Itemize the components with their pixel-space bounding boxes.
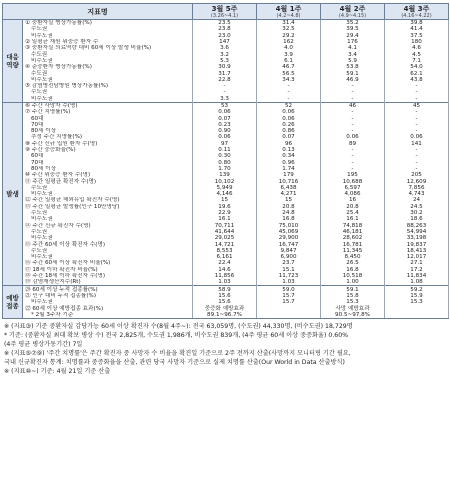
indicator-value: -: [321, 166, 385, 172]
indicator-value: 0.06: [257, 109, 321, 115]
indicator-label: ⑰ 18세 이하 확진자 비율(%): [23, 267, 193, 273]
footnote-line: ※ (지표⑩~) 기준: 4월 21일 기준 산출: [4, 367, 111, 375]
indicator-label: 수도권: [23, 210, 193, 216]
indicator-value: 23.8: [193, 26, 257, 32]
indicator-label: ⑭ 주간 신규 확진자 수(명): [23, 223, 193, 229]
indicator-value: 10,716: [257, 178, 321, 184]
indicator-value: 29.2: [257, 33, 321, 39]
indicator-label: 70대: [23, 160, 193, 166]
table-body: [3, 20, 449, 319]
indicator-value: 15: [193, 197, 257, 203]
indicator-value: 41.4: [385, 26, 449, 32]
indicator-value: 0.34: [257, 153, 321, 159]
indicator-label: 비수도권: [23, 235, 193, 241]
indicator-label: 수도권: [23, 89, 193, 95]
indicator-value: 59.0: [257, 286, 321, 293]
indicator-value: 16: [321, 197, 385, 203]
indicator-value: -: [385, 147, 449, 153]
indicator-value: -: [193, 83, 257, 89]
indicator-value: 162: [257, 39, 321, 45]
indicator-value: 15.1: [257, 267, 321, 273]
indicator-value: 12,017: [385, 254, 449, 260]
table-row: [3, 102, 449, 109]
indicator-value: 33,198: [385, 235, 449, 241]
indicator-value: 31.7: [193, 70, 257, 76]
indicator-value: 45: [385, 102, 449, 109]
period-header: [257, 4, 321, 20]
indicator-value: 0.26: [257, 122, 321, 128]
indicator-value: 8,553: [193, 248, 257, 254]
indicator-value: 180: [385, 39, 449, 45]
section-category: 발생: [3, 102, 23, 286]
indicator-value: 0.07: [193, 115, 257, 121]
indicator-value: -: [321, 128, 385, 134]
period-range: (4.9~4.15): [338, 13, 367, 19]
indicator-value: -: [385, 122, 449, 128]
indicator-value: 75,010: [257, 223, 321, 229]
indicator-value: 39.5: [321, 26, 385, 32]
indicator-value: -: [257, 96, 321, 103]
indicator-label: 비수도권: [23, 58, 193, 64]
indicator-value: -: [321, 115, 385, 121]
indicator-label: ⑧ 주간 신규 입원 환자 수(명): [23, 141, 193, 147]
indicator-value: -: [385, 128, 449, 134]
footnote-line: ※ (지표⑤⑦⑨) '주간 치명률'은 주간 확진자 중 사망자 수 비율을 확진일 기준으로 2주 전까지 산출(사망까지 모니터링 기간 필요,: [4, 349, 351, 357]
indicator-value: 88,263: [385, 223, 449, 229]
indicator-value: 205: [385, 172, 449, 178]
indicator-value: 4.1: [321, 45, 385, 51]
indicator-value: 59.1: [321, 286, 385, 293]
section-category: 대응역량: [3, 20, 23, 103]
indicator-value: -: [321, 89, 385, 95]
indicator-value: 62.1: [385, 70, 449, 76]
indicator-value: 22.4: [193, 260, 257, 266]
period-header: [385, 4, 449, 20]
indicator-value: -: [321, 160, 385, 166]
indicator-value: 0.11: [193, 147, 257, 153]
indicator-value: 4,146: [193, 191, 257, 197]
indicator-value: -: [321, 96, 385, 103]
indicator-value: 15.7: [257, 299, 321, 305]
indicator-value: 0.86: [257, 128, 321, 134]
indicator-value: 사망 예방효과: [321, 305, 385, 311]
indicator-value: 16.8: [321, 267, 385, 273]
indicator-label: 수도권: [23, 248, 193, 254]
indicator-value: 0.90: [193, 128, 257, 134]
indicator-label: ④ 준중환자 병상가동률(%): [23, 64, 193, 70]
indicator-label: ⑬ 주간 일평균 발생률(인구 10만명당): [23, 204, 193, 210]
table-row: [3, 286, 449, 293]
indicator-value: 20.8: [257, 204, 321, 210]
indicator-value: 29,900: [257, 235, 321, 241]
indicator-value: 10,102: [193, 178, 257, 184]
indicator-value: 46: [321, 102, 385, 109]
indicator-label: 비수도권: [23, 254, 193, 260]
indicator-value: 30.9: [193, 64, 257, 70]
indicator-label: 비수도권: [23, 33, 193, 39]
indicator-value: 30.2: [385, 210, 449, 216]
indicator-value: 27.1: [385, 260, 449, 266]
indicator-value: 43.8: [385, 77, 449, 83]
indicator-value: 11,856: [193, 273, 257, 279]
indicator-value: 10,518: [321, 273, 385, 279]
table-row: [3, 96, 449, 103]
indicator-value: -: [321, 109, 385, 115]
period-header: [193, 4, 257, 20]
indicator-value: -: [385, 96, 449, 103]
indicator-value: 1.74: [257, 166, 321, 172]
indicator-value: 6,597: [321, 185, 385, 191]
indicator-value: 10,688: [321, 178, 385, 184]
indicator-value: -: [385, 160, 449, 166]
indicator-value: 15.6: [193, 293, 257, 299]
indicator-value: 19.6: [193, 204, 257, 210]
indicator-value: 74,818: [321, 223, 385, 229]
indicator-value: 89: [321, 141, 385, 147]
indicator-value: 9,847: [257, 248, 321, 254]
indicator-value: -: [385, 89, 449, 95]
table-header-row: [3, 4, 449, 20]
indicator-label: 비수도권: [23, 191, 193, 197]
indicator-header: 지표명: [3, 4, 193, 20]
indicator-value: 20.8: [321, 204, 385, 210]
footnote-line: (4주 평균 병상가동기간) 7일: [4, 340, 83, 348]
indicator-value: 16,781: [321, 241, 385, 247]
period-label: 4월 1주: [275, 5, 302, 13]
indicator-value: 139: [193, 172, 257, 178]
indicator-value: 25.4: [321, 210, 385, 216]
indicator-label: ③ 중환자실 의료역량 대비 60세 이상 발생 비율(%): [23, 45, 193, 51]
indicator-value: 56.5: [257, 70, 321, 76]
indicator-label: ⑱ 주간 18세 이하 확진자 수(명): [23, 273, 193, 279]
indicator-label: 비수도권: [23, 77, 193, 83]
indicator-value: 176: [321, 39, 385, 45]
indicator-value: 11,723: [257, 273, 321, 279]
indicator-value: 4.5: [385, 51, 449, 57]
indicator-value: 15: [257, 197, 321, 203]
indicator-label: ⑲ 감염재생산지수(Rt): [23, 279, 193, 286]
indicator-value: 16,747: [257, 241, 321, 247]
indicator-label: 70대: [23, 122, 193, 128]
indicator-value: 5.3: [193, 58, 257, 64]
indicator-value: 23.5: [193, 20, 257, 27]
indicator-label: 비수도권: [23, 96, 193, 103]
indicator-label: 비수도권: [23, 299, 193, 305]
indicator-value: 15.3: [385, 299, 449, 305]
indicator-value: 22.9: [193, 210, 257, 216]
indicator-value: -: [385, 166, 449, 172]
indicator-value: 70,711: [193, 223, 257, 229]
indicator-value: 54,994: [385, 229, 449, 235]
indicator-value: 4,743: [385, 191, 449, 197]
indicator-value: 19,837: [385, 241, 449, 247]
indicator-label: 비수도권: [23, 216, 193, 222]
indicator-value: 53.8: [321, 64, 385, 70]
indicator-label: ㉑ 인구 대비 누적 접종률(%): [23, 293, 193, 299]
period-label: 4월 2주: [339, 5, 366, 13]
indicator-value: 46.7: [257, 64, 321, 70]
indicator-value: 7,856: [385, 185, 449, 191]
indicator-label: ⑳ 60세 이상 누적 접종률(%): [23, 286, 193, 293]
indicator-value: 24.8: [257, 210, 321, 216]
table-row: [3, 312, 449, 319]
indicator-label: ⑪ 주간 일평균 확진자 수(명): [23, 178, 193, 184]
indicator-label: ⑦ 주간 치명률(%): [23, 109, 193, 115]
indicator-label: ⑫ 주간 일평균 해외유입 확진자 수(명): [23, 197, 193, 203]
indicator-value: 59.2: [385, 286, 449, 293]
indicator-label: 60대: [23, 153, 193, 159]
indicator-value: 3.4: [321, 51, 385, 57]
indicator-value: 5.9: [321, 58, 385, 64]
period-label: 3월 5주: [211, 5, 238, 13]
indicator-value: 3.2: [193, 51, 257, 57]
indicator-value: 0.30: [193, 153, 257, 159]
footnote-line: * 기준: (중환자실 최대 확보 병상 수) 전국 2,825개, 수도권 1,986개, 비수도권 839개, (4주 평균 60세 이상 중증화율) 0.60%: [4, 331, 349, 339]
indicator-value: 89.1~96.7%: [193, 312, 257, 319]
indicator-value: -: [257, 83, 321, 89]
indicator-value: 23.0: [193, 33, 257, 39]
indicator-value: 18.6: [385, 216, 449, 222]
indicator-value: 1.03: [257, 279, 321, 286]
indicator-value: 141: [385, 141, 449, 147]
indicator-value: -: [385, 83, 449, 89]
indicator-value: 24: [385, 197, 449, 203]
indicator-value: 16.1: [193, 216, 257, 222]
period-header: [321, 4, 385, 20]
indicator-label: ⑮ 주간 60세 이상 확진자 수(명): [23, 241, 193, 247]
weekly-indicator-table: [2, 3, 449, 319]
indicator-value: 31.4: [257, 20, 321, 27]
indicator-value: 195: [321, 172, 385, 178]
period-range: (3.26~4.1): [210, 13, 239, 19]
indicator-value: 17.2: [385, 267, 449, 273]
indicator-value: 18,413: [385, 248, 449, 254]
indicator-value: 15.7: [257, 293, 321, 299]
indicator-value: 26.5: [321, 260, 385, 266]
indicator-value: -: [385, 153, 449, 159]
indicator-value: 16.8: [257, 216, 321, 222]
indicator-value: 41,644: [193, 229, 257, 235]
indicator-value: 중증화 예방효과: [193, 305, 257, 311]
indicator-value: -: [321, 83, 385, 89]
indicator-value: 52: [257, 102, 321, 109]
indicator-value: [257, 312, 321, 319]
indicator-value: 12,609: [385, 178, 449, 184]
section-category: 예방접종: [3, 286, 23, 318]
indicator-value: 46.9: [321, 77, 385, 83]
indicator-value: 1.03: [193, 279, 257, 286]
indicator-value: 15.3: [321, 299, 385, 305]
indicator-value: 4.0: [257, 45, 321, 51]
indicator-value: 6.1: [257, 58, 321, 64]
indicator-value: 0.23: [193, 122, 257, 128]
indicator-label: ① 중환자실 병상가동률(%): [23, 20, 193, 27]
indicator-value: 0.06: [321, 134, 385, 140]
indicator-value: 29.4: [321, 33, 385, 39]
indicator-label: ⑩ 주간 위중증 환자 수(명): [23, 172, 193, 178]
indicator-label: 수도권: [23, 229, 193, 235]
indicator-value: 96: [257, 141, 321, 147]
indicator-value: -: [385, 115, 449, 121]
indicator-label: 수도권: [23, 51, 193, 57]
indicator-value: -: [321, 122, 385, 128]
indicator-value: 54.0: [385, 64, 449, 70]
indicator-label: 수도권: [23, 26, 193, 32]
indicator-value: 53: [193, 102, 257, 109]
indicator-value: 179: [257, 172, 321, 178]
indicator-value: 0.06: [385, 134, 449, 140]
indicator-label: 80세 이상: [23, 128, 193, 134]
indicator-value: 11,834: [385, 273, 449, 279]
indicator-value: 39.8: [385, 20, 449, 27]
indicator-value: -: [385, 109, 449, 115]
indicator-value: 59.1: [321, 70, 385, 76]
table-row: [3, 279, 449, 286]
indicator-value: 4,271: [257, 191, 321, 197]
indicator-label: ② 일평균 재원 위중증 환자 수: [23, 39, 193, 45]
indicator-value: 3.9: [257, 51, 321, 57]
indicator-value: 97: [193, 141, 257, 147]
indicator-label: ㉒ 60세 이상 예방접종 효과(%): [23, 305, 193, 311]
indicator-value: 15.6: [193, 299, 257, 305]
indicator-label: ⑥ 주간 사망자 수(명): [23, 102, 193, 109]
table-row: [3, 20, 449, 27]
indicator-value: 0.06: [193, 109, 257, 115]
indicator-label: ⑨ 주간 중증화율(%): [23, 147, 193, 153]
indicator-value: 28,602: [321, 235, 385, 241]
indicator-value: 23.7: [257, 260, 321, 266]
indicator-label: 수도권: [23, 185, 193, 191]
indicator-value: 14,721: [193, 241, 257, 247]
period-range: (4.2~4.8): [276, 13, 301, 19]
indicator-value: 45,069: [257, 229, 321, 235]
indicator-value: 4.6: [385, 45, 449, 51]
indicator-value: 0.13: [257, 147, 321, 153]
indicator-value: 1.70: [193, 166, 257, 172]
indicator-value: 8,450: [321, 254, 385, 260]
indicator-value: 0.06: [193, 134, 257, 140]
indicator-value: [385, 312, 449, 319]
indicator-label: 추정 주간 치명률(%): [23, 134, 193, 140]
indicator-value: 24.5: [385, 204, 449, 210]
period-range: (4.16~4.22): [401, 13, 432, 19]
indicator-value: 0.06: [257, 115, 321, 121]
indicator-value: 0.80: [193, 160, 257, 166]
indicator-value: 7.1: [385, 58, 449, 64]
indicator-value: 37.5: [385, 33, 449, 39]
indicator-value: 58.9: [193, 286, 257, 293]
indicator-value: 11,345: [321, 248, 385, 254]
indicator-value: 14.6: [193, 267, 257, 273]
indicator-value: 34.3: [257, 77, 321, 83]
indicator-value: 1.00: [321, 279, 385, 286]
indicator-label: 80세 이상: [23, 166, 193, 172]
indicator-value: 32.5: [257, 26, 321, 32]
indicator-value: 0.07: [257, 134, 321, 140]
indicator-label: 수도권: [23, 70, 193, 76]
indicator-value: -: [321, 153, 385, 159]
indicator-value: 29,025: [193, 235, 257, 241]
indicator-value: 16.1: [321, 216, 385, 222]
indicator-value: 15.9: [385, 293, 449, 299]
indicator-value: 147: [193, 39, 257, 45]
indicator-value: 5,949: [193, 185, 257, 191]
indicator-label: ⑯ 주간 60세 이상 확진자 비율(%): [23, 260, 193, 266]
indicator-value: 6,438: [257, 185, 321, 191]
indicator-label: 60대: [23, 115, 193, 121]
indicator-value: -: [321, 147, 385, 153]
footnote-line: 국내 신규확진자 통계: 치명률과 중증화율을 산출, 관련 당국 사망자 기준으로 실제 치명률 산출(Our World in Data 산출방식): [4, 358, 345, 366]
indicator-value: -: [257, 89, 321, 95]
indicator-value: 15.8: [321, 293, 385, 299]
indicator-value: 90.5~97.8%: [321, 312, 385, 319]
indicator-value: 6,161: [193, 254, 257, 260]
indicator-value: 3.6: [193, 45, 257, 51]
indicator-value: -: [193, 89, 257, 95]
indicator-label: * 2월 3주차 기준: [23, 312, 193, 319]
indicator-value: 0.96: [257, 160, 321, 166]
period-label: 4월 3주: [403, 5, 430, 13]
indicator-value: 22.8: [193, 77, 257, 83]
indicator-value: 35.2: [321, 20, 385, 27]
indicator-value: 46,181: [321, 229, 385, 235]
indicator-label: ⑤ 감염병전담병원 병상가동률(%): [23, 83, 193, 89]
indicator-value: 1.08: [385, 279, 449, 286]
indicator-value: 4,086: [321, 191, 385, 197]
footnote-line: ※ (지표③) 기준 중환자실 감당가능 60세 이상 확진자 수(8월 4주~): 전국 63,059명, (수도권) 44,330명, (비수도권) 18,729명: [4, 322, 353, 330]
indicator-value: 3.3: [193, 96, 257, 103]
indicator-value: 6,900: [257, 254, 321, 260]
